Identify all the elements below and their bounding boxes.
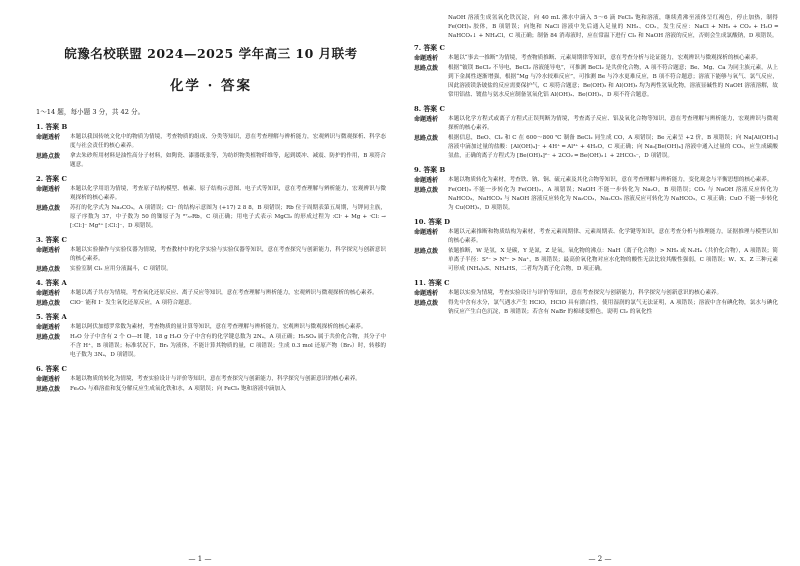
left-question-list (36, 121, 386, 394)
explanation-text: Fe₂O₃ 与难溶盐和复分解反应生成氧化铁和水，A 项错误；向 FeCl₃ 饱和溶液中滴加入 (70, 386, 286, 392)
explanation-row (36, 246, 386, 264)
explanation-text: 根据信息，BeO、Cl₂ 和 C 在 600～800 ℃ 制备 BeCl₂ 同生成 CO，A 项错误；Be 元素呈 +2 价，B 项错误；向 Na[Al(OH)₄] 溶液中滴加过量的盐酸：[Al(OH)₄]⁻ + 4H⁺ ═ Al³⁺ + 4H₂O，C 项正确；向 Na₂[Be(OH)₄] 溶液中通入过量的 CO₂，应生成碳酸氢盐，正确的离子方程式为 [Be(OH)₄]²⁻ + 2CO₂ ═ Be(OH)₂↓ + 2HCO₃⁻，D 项错误。 (448, 135, 778, 159)
explanation-text: 实验室制 Cl₂ 应用分液漏斗，C 项错误。 (70, 266, 172, 272)
explanation-label: 命题透析 (36, 134, 61, 141)
question-number: 9. (414, 166, 422, 174)
answer-value: C (61, 175, 67, 183)
section-heading: 1～14 题，每小题 3 分，共 42 分。 (36, 108, 145, 116)
explanation-label: 命题透析 (36, 290, 61, 297)
explanation-text: 本题以化学用语为情境，考查原子结构模型、核素、原子结构示意图、电子式等知识，意在考查理解与辨析能力，宏观辨识与微观探析的核心素养。 (70, 186, 386, 201)
explanation-label: 思路点拨 (414, 187, 439, 194)
question-block (36, 363, 386, 394)
explanation-text: H₂O 分子中含有 2 个 O—H 键，18 g H₂O 分子中含有的化学键总数为 2Nₐ，A 项正确；H₂SO₄ 属于共价化合物，其分子中不含 H⁺，B 项错误；标准状况下，Br₂ 为液体，不能计算其物质的量，C 项错误；生成 0.3 mol 还原产物（Br₂）时，转移的电子数为 3Nₐ，D 项错误。 (70, 334, 386, 358)
question-number: 10. (414, 218, 426, 226)
answer-line (414, 277, 778, 287)
explanation-text: 本题以实验操作与实验仪器为情境，考查教材中的化学实验与实验仪器等知识，意在考查探究与创新能力，科学探究与创新意识的核心素养。 (70, 247, 386, 262)
explanation-text: 本题以我国传统文化中的物质为情境，考查物质的组成、分类等知识，意在考查理解与辨析能力，宏观辨识与微观探析、科学态度与社会责任的核心素养。 (70, 134, 386, 149)
question-block (414, 164, 778, 213)
answer-value: C (61, 365, 67, 373)
explanation-label: 思路点拨 (414, 65, 439, 72)
explanation-label: 命题透析 (36, 186, 61, 193)
explanation-row (414, 186, 778, 213)
continued-text (414, 14, 778, 41)
question-number: 3. (36, 236, 44, 244)
explanation-label: 命题透析 (414, 55, 439, 62)
question-number: 1. (36, 123, 44, 131)
answer-line (414, 42, 778, 52)
explanation-row (36, 323, 386, 332)
answer-value: C (439, 105, 445, 113)
question-number: 6. (36, 365, 44, 373)
explanation-row (36, 385, 386, 394)
explanation-label (414, 14, 448, 41)
answer-value: B (61, 123, 68, 131)
explanation-row (414, 289, 778, 298)
answer-label: 答案 (45, 365, 60, 373)
question-block (414, 103, 778, 161)
explanation-label: 命题透析 (414, 177, 439, 184)
explanation-label: 命题透析 (36, 247, 61, 254)
answer-value: A (61, 313, 67, 321)
explanation-text: Fe(OH)₃ 不能一步转化为 Fe(OH)₂，A 项错误；NaOH 不能一步转化为 Na₂O，B 项错误；CO₂ 与 NaOH 溶液反应转化为 NaHCO₃，NaHCO₃ 与 NaOH 溶液反应转化为 Na₂CO₃，Na₂CO₃ 溶液反应可转化为 NaHCO₃，C 项正确；CuO 不能一步转化为 Cu(OH)₂，D 项错误。 (448, 187, 778, 211)
question-number: 2. (36, 175, 44, 183)
question-number: 8. (414, 105, 422, 113)
answer-value: A (61, 279, 67, 287)
explanation-row (36, 289, 386, 298)
answer-value: B (439, 166, 446, 174)
answer-line (414, 164, 778, 174)
answer-line (36, 277, 386, 287)
question-block (36, 234, 386, 274)
explanation-row (36, 299, 386, 308)
page-number-right: — 2 — (588, 555, 612, 563)
explanation-label: 思路点拨 (36, 300, 61, 307)
question-block (36, 121, 386, 170)
explanation-text: 本题以阿伏加德罗常数为素材，考查物质的量计算等知识，意在考查理解与辨析能力，宏观辨识与微观探析的核心素养。 (70, 324, 367, 330)
explanation-text: 本题以元素推断和物质结构为素材，考查元素周期律、元素周期表、化学键等知识，意在考查分析与推理能力，证据推理与模型认知的核心素养。 (448, 229, 778, 244)
answer-label: 答案 (428, 218, 442, 226)
question-block (414, 216, 778, 274)
explanation-row (414, 176, 778, 185)
answer-label: 答案 (45, 236, 60, 244)
answer-label: 答案 (428, 279, 442, 287)
explanation-label: 思路点拨 (36, 386, 61, 393)
explanation-text: 根据“铍镁 BeCl₂ 不导电，BeCl₂ 溶液能导电”，可推测 BeCl₂ 是共价化合物，A 项不符合题意；Be、Mg、Ca 为同主族元素，从上到下金属性逐渐增强，根据“Mg 与冷水较难反应”，可推测 Be 与冷水更难反应，B 项不符合题意；溶液下能够与氧气、氯气反应，因此溶液镁条铍盐的反应需要保护气，C 项符合题意；Be(OH)₂ 和 Al(OH)₃ 均为两性氢氧化物，溶液显碱性的 NaOH 溶液溶解，故常用铝盐、镀盐与氨水反应制备氢氧化铝 Al(OH)₃、Be(OH)₂，D 项不符合题意。 (448, 65, 778, 98)
answer-label: 答案 (423, 44, 438, 52)
explanation-label: 命题透析 (414, 116, 439, 123)
page-right (400, 0, 800, 566)
explanation-label: 命题透析 (36, 376, 61, 383)
explanation-row (36, 333, 386, 360)
answer-line (36, 173, 386, 183)
explanation-label: 思路点拨 (414, 300, 439, 307)
question-number: 7. (414, 44, 422, 52)
question-number: 11. (414, 279, 426, 287)
question-block (414, 42, 778, 100)
explanation-text: 本题以“事去一推断”为情境，考查物质推断、元素周期律等知识，意在考查分析与论证能力，宏观辨识与微观探析的核心素养。 (448, 55, 762, 61)
explanation-label: 思路点拨 (36, 153, 61, 160)
explanation-row (414, 134, 778, 161)
explanation-text: 苏打的化学式为 Na₂CO₃，A 项错误；Cl⁻ 的结构示意图为 (+17) 2 8 8，B 项错误；Rb 位于周期表第五周期，与钾同主族，原子序数为 37，中子数为 50 的铷原子为 ⁸⁷₃₇Rb，C 项正确；用电子式表示 MgCl₂ 的形成过程为 :Cl· + Mg + ·Cl: → [:Cl:]⁻ Mg²⁺ [:Cl:]⁻，D 项错误。 (70, 205, 386, 229)
explanation-text: 得先中含有水分，氯气遇水产生 HClO，HClO 具有漂白性，使用湿润的氯气无法证明，A 项错误；溶液中含有碘化物，氯水与碘化钠反应产生白色沉淀，B 项错误；若含有 NaBr 的棉球变橙色，说明 Cl₂ 的氧化性 (448, 300, 778, 315)
explanation-row (414, 54, 778, 63)
explanation-label: 命题透析 (414, 290, 439, 297)
document-subtitle: 化学 · 答案 (169, 78, 253, 94)
answer-value: D (444, 218, 451, 226)
answer-label: 答案 (423, 105, 438, 113)
explanation-text: 依题推断，W 是氢，X 是碳，Y 是氮，Z 是氧。氧化物的沸点：NaH（离子化合物）> NH₃ 或 N₂H₄（共价化合物），A 项错误；简单离子半径：S²⁻ > N³⁻ > Na⁺，B 项错误；最高价氧化物对应水化物的酸性无法比较其酸性强弱，C 项错误；W、X、Z 三种元素可形成 (NH₄)₂S、NH₄HS，二者均为离子化合物，D 项正确。 (448, 248, 778, 272)
explanation-label: 思路点拨 (36, 205, 61, 212)
explanation-text: 本题以物质的转化为情境，考查实验设计与评价等知识，意在考查探究与创新能力，科学探究与创新意识的核心素养。 (70, 376, 361, 382)
question-block (36, 311, 386, 360)
explanation-row (414, 14, 778, 41)
explanation-row (414, 228, 778, 246)
explanation-row (36, 185, 386, 203)
explanation-text: ClO⁻ 能和 I⁻ 发生氧化还原反应，A 项符合题意。 (70, 300, 196, 306)
explanation-label: 命题透析 (36, 324, 61, 331)
answer-line (414, 103, 778, 113)
explanation-text: 本题以实验为情境，考查实验设计与评价等知识，意在考查探究与创新能力，科学探究与创新意识的核心素养。 (448, 290, 723, 296)
explanation-label: 思路点拨 (414, 248, 439, 255)
explanation-row (414, 247, 778, 274)
answer-label: 答案 (45, 313, 60, 321)
explanation-row (36, 265, 386, 274)
answer-line (36, 121, 386, 131)
explanation-row (36, 375, 386, 384)
question-block (414, 277, 778, 317)
answer-value: C (444, 279, 450, 287)
answer-label: 答案 (423, 166, 438, 174)
explanation-text: 本题以化学方程式或离子方程式正误判断为情境，考查离子反应、铝及氧化合物等知识，意在考查理解与辨析能力，宏观辨识与微观探析的核心素养。 (448, 116, 778, 131)
explanation-row (36, 152, 386, 170)
question-block (36, 173, 386, 231)
explanation-text: NaOH 溶液生成氢氧化铁沉淀，向 40 mL 沸水中滴入 5～6 滴 FeCl₃ 饱和溶液，继续煮沸至液体呈红褐色，停止加热，制得 Fe(OH)₃ 胶体，B 项错误；向饱和 NaCl 溶液中先后通入足量的 NH₃、CO₂，发生反应：NaCl + NH₃ + CO₂ + H₂O ═ NaHCO₃↓ + NH₄Cl，C 项正确；制备 84 消毒液时，应在常温下进行 Cl₂ 和 NaOH 溶液的反应，否则会生成氯酸钠，D 项错误。 (448, 15, 778, 39)
explanation-text: 本题以物质转化为素材，考查铁、钠、铜、硫元素及其化合物等知识，意在考查理解与辨析能力，变化观念与平衡思想的核心素养。 (448, 177, 773, 183)
question-number: 4. (36, 279, 44, 287)
explanation-row (414, 115, 778, 133)
answer-value: C (61, 236, 67, 244)
explanation-label: 思路点拨 (36, 334, 61, 341)
explanation-row (36, 133, 386, 151)
answer-line (36, 311, 386, 321)
answer-label: 答案 (45, 175, 60, 183)
question-number: 5. (36, 313, 44, 321)
explanation-row (414, 64, 778, 100)
answer-label: 答案 (45, 279, 60, 287)
explanation-row (414, 299, 778, 317)
explanation-text: 本题以离子共存为情境，考查氧化还原反应、离子反应等知识，意在考查理解与辨析能力，宏观辨识与微观探析的核心素养。 (70, 290, 378, 296)
document-title: 皖豫名校联盟 2024—2025 学年高三 10 月联考 (64, 46, 358, 61)
answer-label: 答案 (45, 123, 60, 131)
explanation-label: 思路点拨 (36, 266, 61, 273)
answer-line (36, 363, 386, 373)
right-question-list (414, 42, 778, 317)
explanation-label: 思路点拨 (414, 135, 439, 142)
explanation-text: 拿去朱砂所用材料是油性高分子材料，如陶瓷、漆器纸张等，为纺织物类植物纤维等，起到缓冲、减震、防护的作用，B 项符合题意。 (70, 153, 386, 168)
answer-line (36, 234, 386, 244)
explanation-label: 命题透析 (414, 229, 439, 236)
answer-line (414, 216, 778, 226)
page-number-left: — 1 — (188, 555, 212, 563)
question-block (36, 277, 386, 308)
answer-value: C (439, 44, 445, 52)
explanation-row (36, 204, 386, 231)
